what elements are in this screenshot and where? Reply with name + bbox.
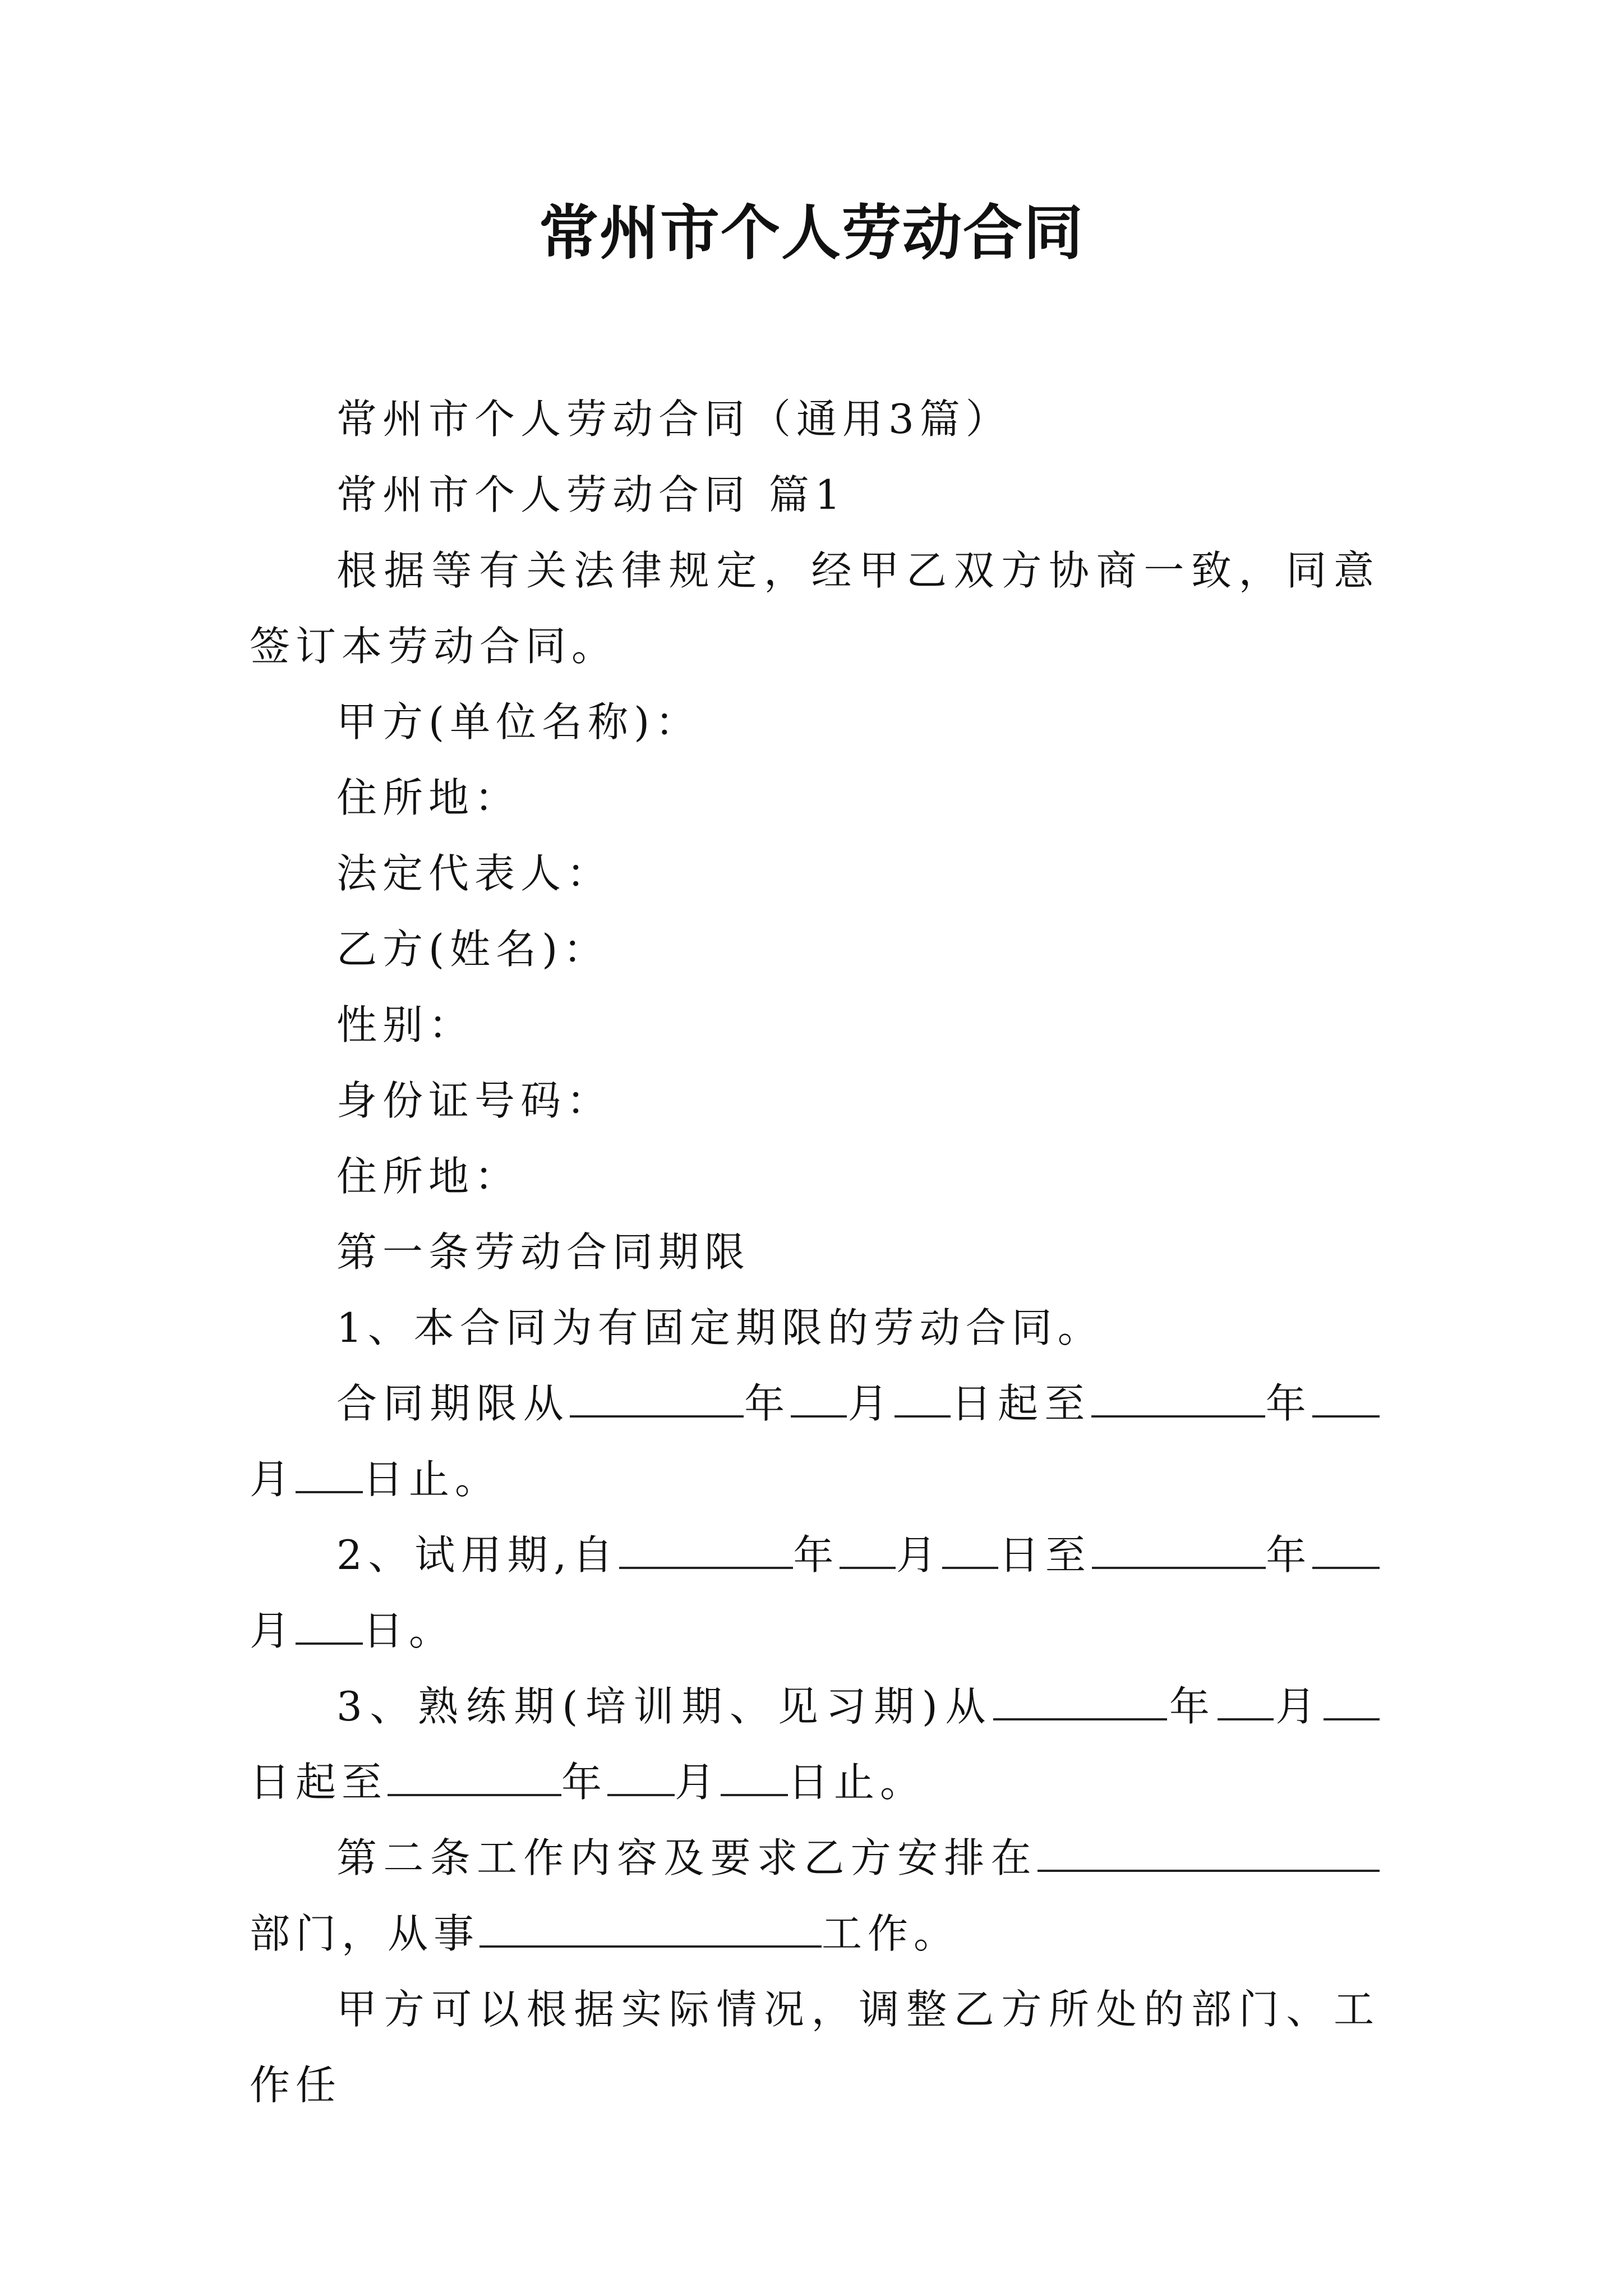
probation-month-label: 月 — [896, 1531, 943, 1579]
article-2-paragraph — [250, 1820, 1380, 1972]
party-a-address-line: 住所地： — [336, 774, 521, 821]
article-2-dept-label: 部门，从事 — [250, 1910, 480, 1957]
party-a-representative-line: 法定代表人： — [336, 850, 613, 897]
training-prefix: 3、熟练期(培训期、见习期)从 — [336, 1683, 994, 1730]
probation-start-day-blank — [942, 1527, 998, 1569]
term-month2-label: 月 — [250, 1456, 296, 1503]
work-blank — [479, 1906, 822, 1948]
intro-paragraph: 根据等有关法律规定，经甲乙双方协商一致，同意签订本劳动合同。 — [250, 547, 1380, 670]
term-start-year-blank — [570, 1376, 744, 1418]
article-2-adjust-paragraph: 甲方可以根据实际情况，调整乙方所处的部门、工作任 — [250, 1986, 1380, 2109]
probation-year-label: 年 — [792, 1531, 840, 1579]
term-end-year-blank — [1091, 1376, 1265, 1418]
department-blank — [1038, 1830, 1380, 1872]
probation-year2-label: 年 — [1265, 1531, 1312, 1579]
probation-end-year-blank — [1092, 1527, 1266, 1569]
training-end-month-blank — [607, 1755, 675, 1796]
party-b-address-line: 住所地： — [336, 1153, 521, 1200]
party-b-gender-line: 性别： — [336, 1001, 475, 1048]
probation-month2-label: 月 — [250, 1607, 296, 1654]
section-heading: 常州市个人劳动合同 篇1 — [336, 471, 846, 518]
party-b-name-line: 乙方(姓名)： — [336, 926, 610, 973]
training-month-label: 月 — [1273, 1683, 1324, 1730]
term-day-end-label: 日止。 — [363, 1456, 501, 1503]
document-body — [250, 381, 1380, 2123]
training-month2-label: 月 — [675, 1759, 721, 1806]
probation-start-month-blank — [840, 1527, 896, 1569]
article-1-title: 第一条劳动合同期限 — [336, 1228, 751, 1276]
term-start-day-blank — [895, 1376, 951, 1418]
probation-paragraph — [250, 1517, 1380, 1669]
probation-start-year-blank — [619, 1527, 793, 1569]
article-2-prefix: 第二条工作内容及要求乙方安排在 — [336, 1834, 1038, 1881]
subtitle: 常州市个人劳动合同（通用3篇） — [336, 395, 1012, 443]
training-end-day-blank — [721, 1755, 788, 1796]
term-month-label: 月 — [847, 1380, 895, 1427]
training-day-from-label: 日起至 — [250, 1759, 388, 1806]
training-start-month-blank — [1218, 1679, 1274, 1720]
term-end-month-blank — [1312, 1376, 1380, 1418]
training-day-end-label: 日止。 — [788, 1759, 926, 1806]
probation-day-end-label: 日。 — [363, 1607, 455, 1654]
article-2-work-label: 工作。 — [822, 1910, 960, 1957]
term-year2-label: 年 — [1265, 1380, 1312, 1427]
term-prefix: 合同期限从 — [336, 1380, 570, 1427]
term-start-month-blank — [791, 1376, 847, 1418]
document-title: 常州市个人劳动合同 — [539, 197, 1084, 268]
term-day-from-label: 日起至 — [950, 1380, 1091, 1427]
article-1-item-1: 1、本合同为有固定期限的劳动合同。 — [336, 1304, 1104, 1351]
training-start-year-blank — [993, 1679, 1167, 1720]
training-end-year-blank — [388, 1755, 561, 1796]
training-paragraph — [250, 1669, 1380, 1820]
training-start-day-blank — [1324, 1679, 1380, 1720]
probation-prefix: 2、试用期,自 — [336, 1531, 619, 1579]
training-year2-label: 年 — [561, 1759, 608, 1806]
training-year-label: 年 — [1167, 1683, 1218, 1730]
party-b-id-line: 身份证号码： — [336, 1077, 613, 1124]
term-year-label: 年 — [743, 1380, 791, 1427]
contract-term-paragraph — [250, 1366, 1380, 1517]
probation-end-month-blank — [1312, 1527, 1380, 1569]
probation-end-day-blank — [296, 1603, 363, 1645]
term-end-day-blank — [296, 1452, 363, 1493]
probation-day-to-label: 日至 — [998, 1531, 1092, 1579]
party-a-name-line: 甲方(单位名称)： — [336, 698, 702, 746]
